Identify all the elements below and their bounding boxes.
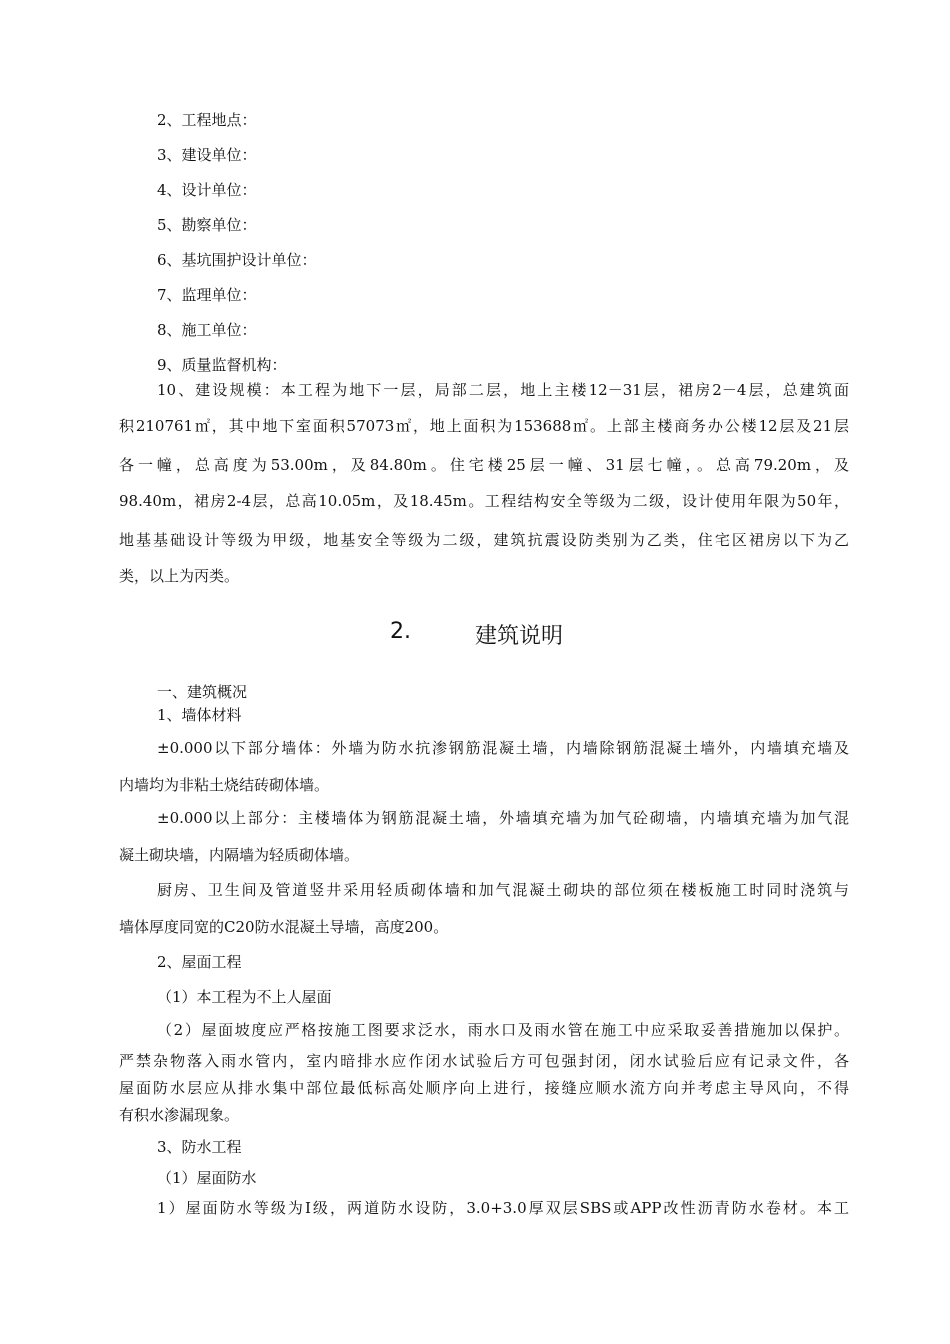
waterproof-item-1: （1）屋面防水	[157, 1169, 257, 1187]
item-pit-design-unit: 6、基坑围护设计单位：	[157, 251, 317, 269]
item-survey-unit: 5、勘察单位：	[157, 216, 257, 234]
heading-number: 2.	[390, 619, 411, 644]
item-contractor: 8、施工单位：	[157, 321, 257, 339]
scale-line-1: 10、建设规模：本工程为地下一层，局部二层，地上主楼12－31层，裙房2－4层，总建筑面	[157, 381, 849, 399]
wall-line-3: ±0.000以上部分：主楼墙体为钢筋混凝土墙，外墙填充墙为加气砼砌墙，内墙填充墙为加气混	[157, 809, 849, 827]
scale-line-5: 地基基础设计等级为甲级，地基安全等级为二级，建筑抗震设防类别为乙类，住宅区裙房以下为乙	[119, 531, 849, 549]
roof-heading: 2、屋面工程	[157, 953, 242, 971]
wall-line-6: 墙体厚度同宽的C20防水混凝土导墙，高度200。	[119, 918, 449, 936]
item-design-unit: 4、设计单位：	[157, 181, 257, 199]
scale-line-2: 积210761㎡，其中地下室面积57073㎡，地上面积为153688㎡。上部主楼商务办公楼12层及21层	[119, 417, 849, 435]
scale-line-4: 98.40m，裙房2-4层，总高10.05m，及18.45m。工程结构安全等级为二级，设计使用年限为50年，	[119, 492, 849, 510]
roof-item-2-line-3: 屋面防水层应从排水集中部位最低标高处顺序向上进行，接缝应顺水流方向并考虑主导风向，不得	[119, 1079, 849, 1097]
waterproof-heading: 3、防水工程	[157, 1138, 242, 1156]
wall-line-5: 厨房、卫生间及管道竖井采用轻质砌体墙和加气混凝土砌块的部位须在楼板施工时同时浇筑与	[157, 881, 849, 899]
item-construction-unit: 3、建设单位：	[157, 146, 257, 164]
wall-line-2: 内墙均为非粘土烧结砖砌体墙。	[119, 776, 330, 794]
roof-item-2-line-2: 严禁杂物落入雨水管内，室内暗排水应作闭水试验后方可包强封闭，闭水试验后应有记录文件，各	[119, 1052, 849, 1070]
overview-heading: 一、建筑概况	[157, 683, 248, 701]
waterproof-item-1-1: 1）屋面防水等级为I级，两道防水设防，3.0+3.0厚双层SBS或APP改性沥青防水卷材。本工	[157, 1199, 849, 1217]
scale-line-6: 类，以上为丙类。	[119, 567, 240, 585]
wall-material-heading: 1、墙体材料	[157, 706, 242, 724]
section-heading	[0, 619, 950, 649]
wall-line-1: ±0.000以下部分墙体：外墙为防水抗渗钢筋混凝土墙，内墙除钢筋混凝土墙外，内墙填充墙及	[157, 739, 849, 757]
heading-title: 建筑说明	[475, 624, 564, 649]
roof-item-1: （1）本工程为不上人屋面	[157, 988, 332, 1006]
roof-item-2-line-1: （2）屋面坡度应严格按施工图要求泛水，雨水口及雨水管在施工中应采取妥善措施加以保护。	[157, 1021, 849, 1039]
item-supervision-unit: 7、监理单位：	[157, 286, 257, 304]
wall-line-4: 凝土砌块墙，内隔墙为轻质砌体墙。	[119, 846, 360, 864]
scale-line-3: 各一幢，总高度为53.00m，及84.80m。住宅楼25层一幢、31层七幢，。总高79.20m，及	[119, 456, 849, 474]
item-quality-agency: 9、质量监督机构：	[157, 356, 287, 374]
roof-item-2-line-4: 有积水渗漏现象。	[119, 1106, 240, 1124]
item-project-location: 2、工程地点：	[157, 111, 257, 129]
